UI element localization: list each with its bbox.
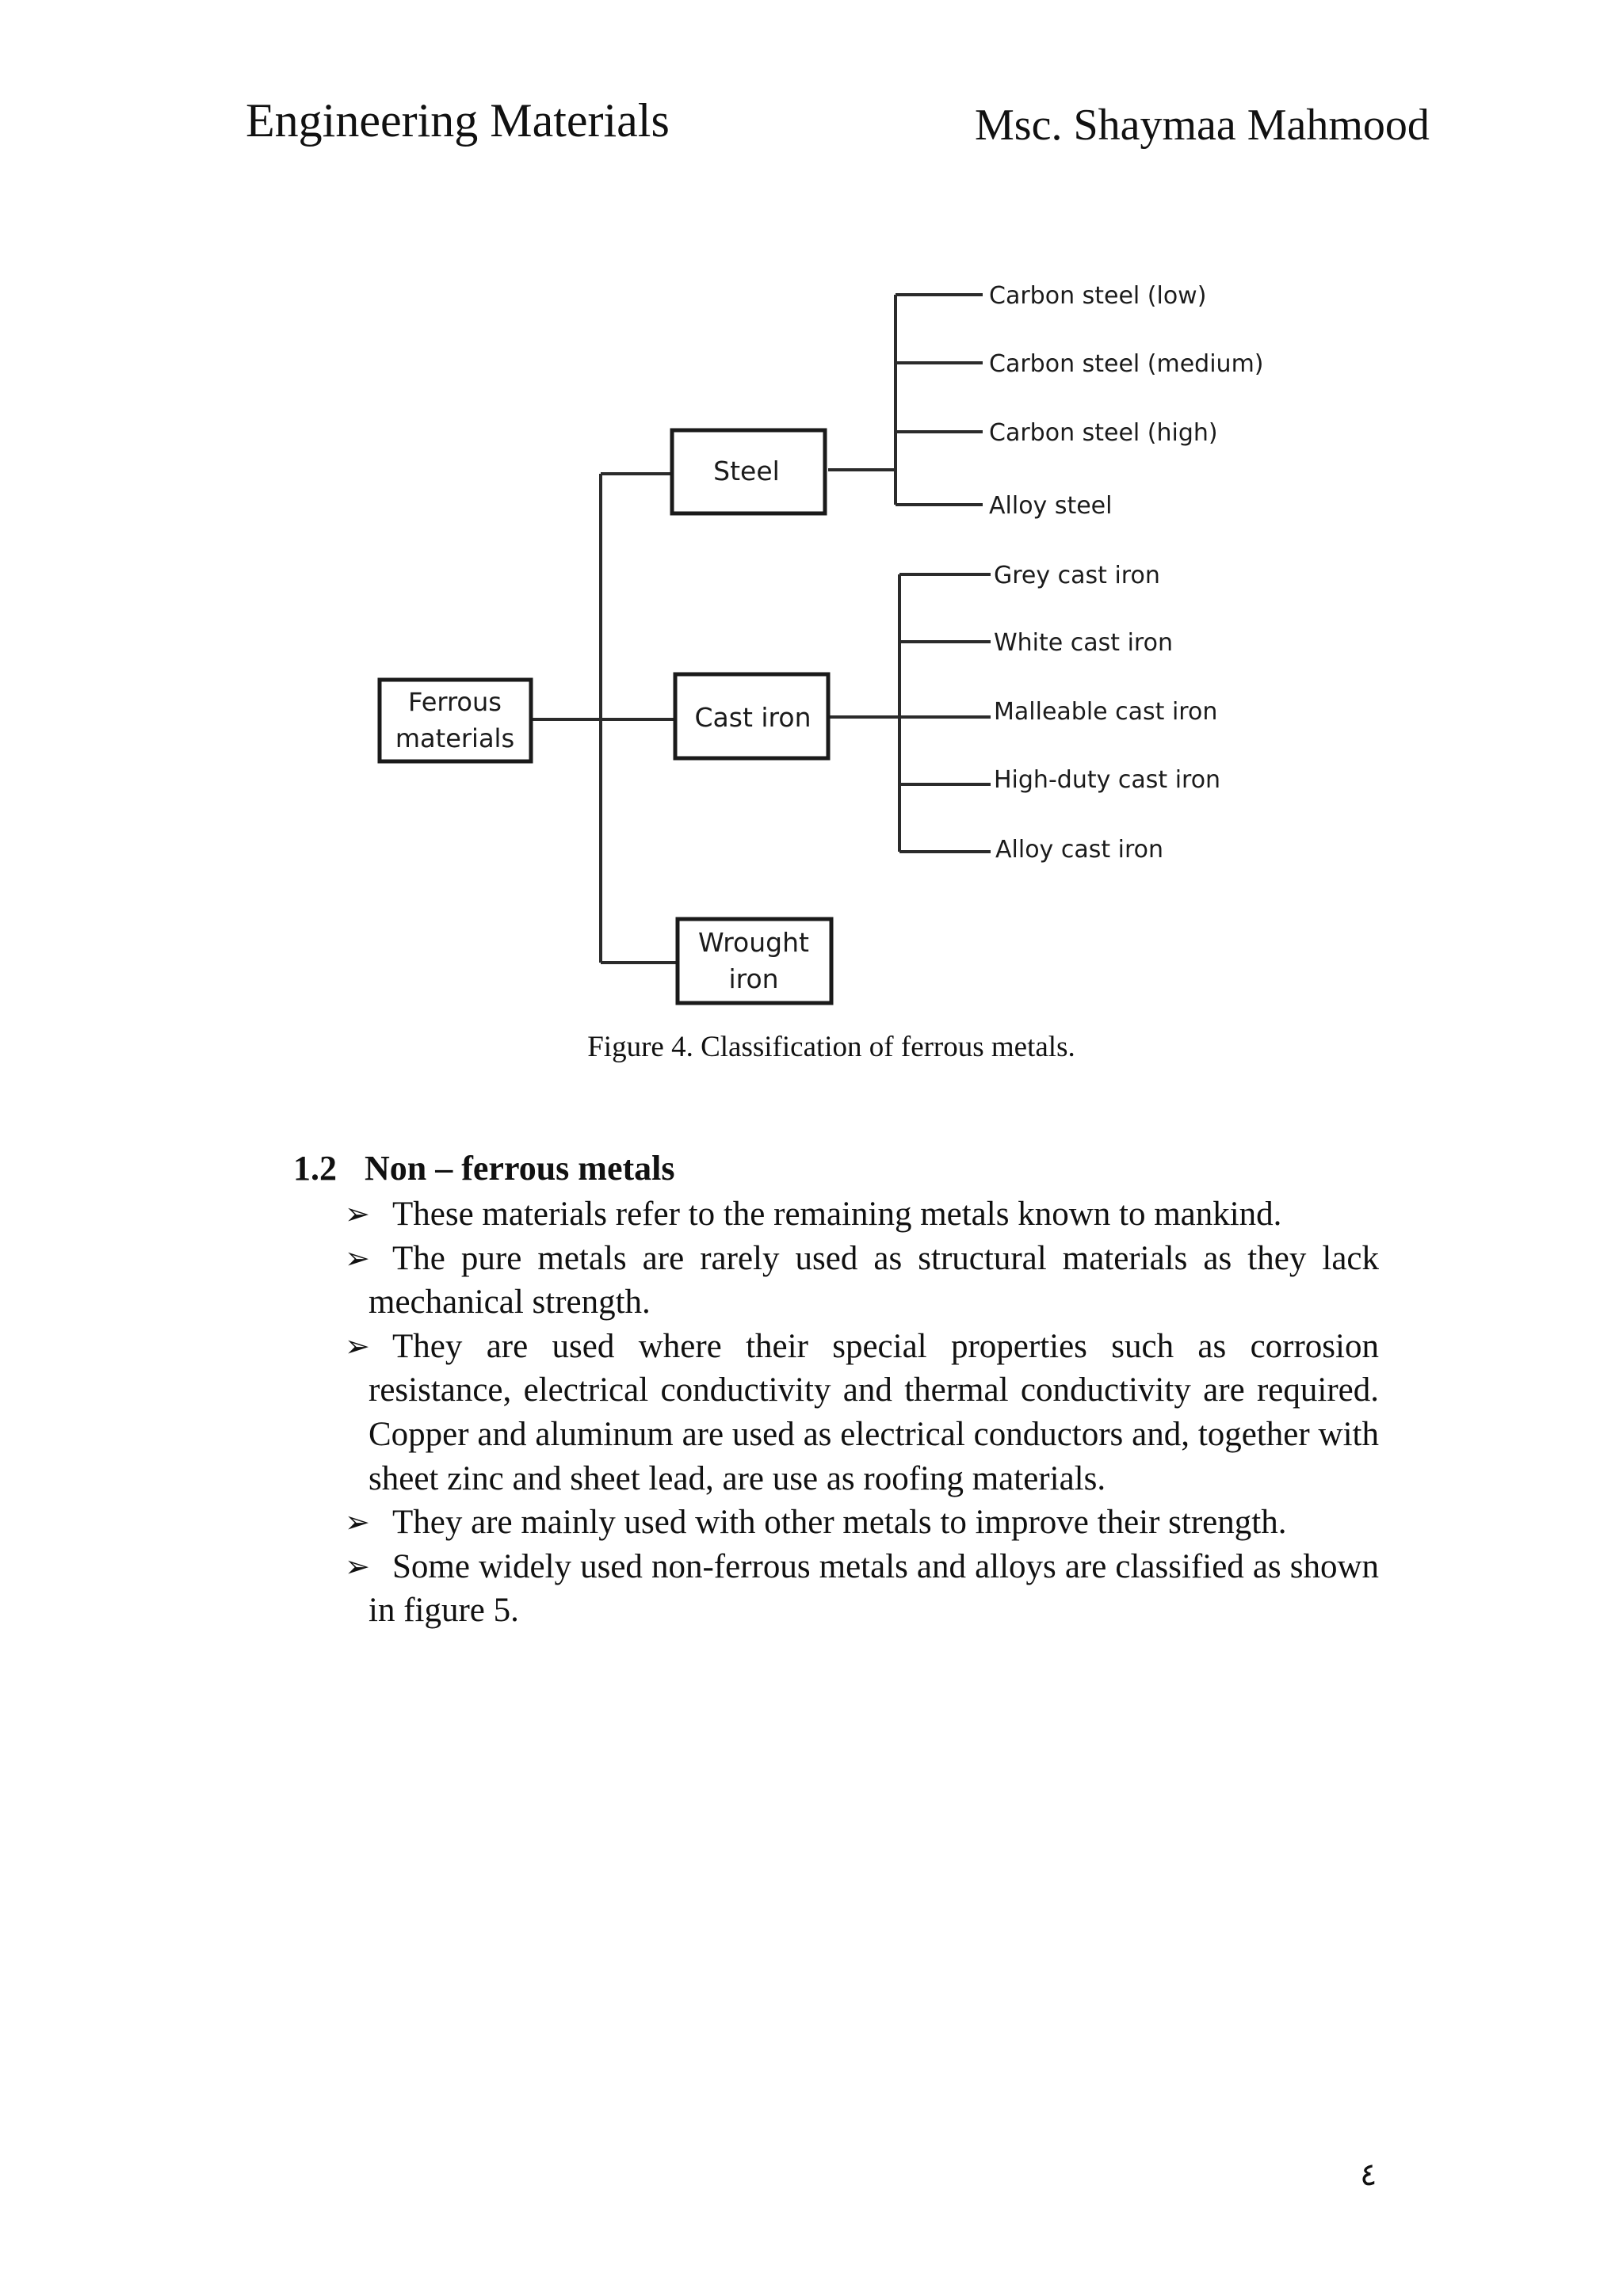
cast-iron-types (994, 562, 1220, 864)
arrow-bullet-icon: ➢ (345, 1505, 370, 1540)
wrought-iron-node-label-line1: Wrought (698, 927, 809, 958)
steel-node-label: Steel (713, 456, 780, 486)
list-item (345, 1501, 1379, 1545)
list-item-text: Some widely used non-ferrous metals and alloys are classified as shown in figure 5. (369, 1547, 1379, 1630)
list-item-text: They are mainly used with other metals to improve their strength. (392, 1504, 1287, 1542)
arrow-bullet-icon: ➢ (345, 1548, 370, 1584)
list-item-text: They are used where their special properties such as corrosion resistance, electrical conductivity and thermal conductivity are required. Copper and aluminum are used as electrical conductors and, together with sheet zinc and sheet lead, are use as roofing materials. (369, 1327, 1379, 1497)
cast-iron-type-label: Malleable cast iron (994, 698, 1218, 726)
bullet-list (345, 1192, 1379, 1633)
wrought-iron-node-label-line2: iron (728, 963, 779, 994)
header-author: Msc. Shaymaa Mahmood (975, 101, 1430, 150)
cast-iron-type-label: White cast iron (994, 629, 1173, 657)
list-item (345, 1545, 1379, 1633)
cast-iron-type-label: High-duty cast iron (994, 766, 1221, 794)
ferrous-classification-diagram (0, 0, 1623, 1030)
list-item (345, 1325, 1379, 1501)
arrow-bullet-icon: ➢ (345, 1196, 370, 1231)
header-title: Engineering Materials (246, 94, 670, 147)
list-item (345, 1192, 1379, 1237)
steel-type-label: Carbon steel (medium) (989, 350, 1264, 378)
cast-iron-type-label: Alloy cast iron (995, 836, 1164, 864)
cast-iron-type-label: Grey cast iron (994, 562, 1160, 589)
arrow-bullet-icon: ➢ (345, 1328, 370, 1363)
root-node (380, 680, 531, 761)
root-node-label-line2: materials (395, 723, 515, 753)
figure-caption: Figure 4. Classification of ferrous metals. (587, 1031, 1075, 1063)
list-item (345, 1237, 1379, 1325)
root-node-label-line1: Ferrous (408, 687, 502, 717)
list-item-text: These materials refer to the remaining metals known to mankind. (392, 1196, 1282, 1233)
steel-type-label: Carbon steel (high) (989, 419, 1218, 447)
steel-types (989, 282, 1264, 520)
diagram-connectors (531, 295, 991, 963)
cast-iron-node-label: Cast iron (694, 702, 812, 733)
wrought-iron-node (678, 919, 831, 1003)
steel-node (672, 430, 825, 513)
section-title: Non – ferrous metals (365, 1149, 675, 1188)
cast-iron-node (675, 674, 828, 758)
page-number: ٤ (1360, 2157, 1377, 2192)
section-heading (293, 1151, 674, 1186)
list-item-text: The pure metals are rarely used as structural materials as they lack mechanical strength. (369, 1239, 1379, 1322)
arrow-bullet-icon: ➢ (345, 1240, 370, 1276)
section-number: 1.2 (293, 1149, 337, 1188)
steel-type-label: Alloy steel (989, 492, 1113, 520)
steel-type-label: Carbon steel (low) (989, 282, 1207, 310)
